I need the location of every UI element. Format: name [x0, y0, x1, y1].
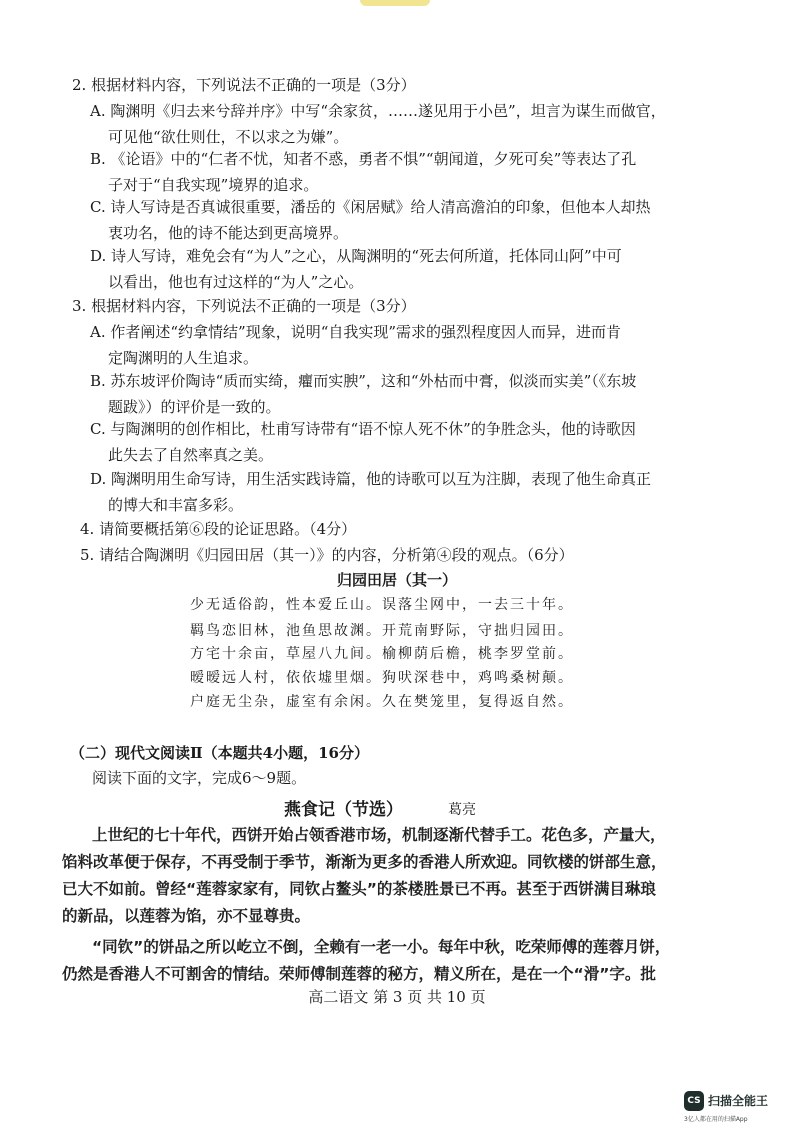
option-line: D. 陶渊明用生命写诗，用生活实践诗篇，他的诗歌可以互为注脚，表现了他生命真正 — [90, 470, 652, 488]
question-3-option-a — [90, 319, 710, 371]
question-3-stem: 3. 根据材料内容，下列说法不正确的一项是（3分） — [72, 297, 416, 315]
option-line: 的博大和丰富多彩。 — [108, 496, 244, 514]
top-edge-mark — [360, 0, 430, 6]
option-line: A. 作者阐述“约拿情结”现象，说明“自我实现”需求的强烈程度因人而异，进而肯 — [90, 323, 622, 341]
page-footer: 高二语文 第 3 页 共 10 页 — [308, 988, 486, 1006]
paragraph-line: 馅料改革便于保存，不再受制于季节，渐渐为更多的香港人所欢迎。同钦楼的饼部生意， — [62, 853, 667, 871]
question-3-option-b — [90, 368, 710, 420]
question-2-option-b — [90, 146, 710, 198]
paragraph-line: 的新品，以莲蓉为馅，亦不显尊贵。 — [62, 907, 311, 925]
article-title: 燕食记（节选） — [284, 800, 403, 820]
option-line: D. 诗人写诗，难免会有“为人”之心，从陶渊明的“死去何所道，托体同山阿”中可 — [90, 247, 622, 265]
paragraph-line: 已大不如前。曾经“莲蓉家家有，同钦占鳌头”的茶楼胜景已不再。甚至于西饼满目琳琅 — [62, 880, 656, 898]
paragraph-line: 上世纪的七十年代，西饼开始占领香港市场，机制逐渐代替手工。花色多，产量大， — [92, 826, 666, 844]
option-line: A. 陶渊明《归去来兮辞并序》中写“余家贫，……遂见用于小邑”，坦言为谋生而做官， — [90, 102, 666, 120]
section-instruction: 阅读下面的文字，完成6～9题。 — [92, 769, 307, 787]
option-line: 以看出，他也有过这样的“为人”之心。 — [108, 273, 364, 291]
article-paragraph-2 — [62, 934, 712, 988]
camscanner-logo-icon: CS — [684, 1091, 704, 1111]
poem-line: 户庭无尘杂，虚室有余闲。久在樊笼里，复得返自然。 — [190, 694, 574, 710]
poem-title: 归园田居（其一） — [336, 571, 457, 589]
camscanner-tagline: 3亿人都在用的扫描App — [684, 1116, 748, 1123]
question-2-stem: 2. 根据材料内容，下列说法不正确的一项是（3分） — [72, 76, 416, 94]
question-2-option-a — [90, 98, 710, 150]
option-line: 此失去了自然率真之美。 — [108, 446, 274, 464]
option-line: C. 诗人写诗是否真诚很重要，潘岳的《闲居赋》给人清高澹泊的印象，但他本人却热 — [90, 198, 651, 216]
option-line: 子对于“自我实现”境界的追求。 — [108, 176, 319, 194]
poem-line: 少无适俗韵，性本爱丘山。误落尘网中，一去三十年。 — [190, 597, 574, 613]
paragraph-line: “同钦”的饼品之所以屹立不倒，全赖有一老一小。每年中秋，吃荣师傅的莲蓉月饼， — [92, 938, 671, 956]
paragraph-line: 仍然是香港人不可割舍的情结。荣师傅制莲蓉的秘方，精义所在，是在一个“滑”字。批 — [62, 965, 656, 983]
option-line: B. 《论语》中的“仁者不忧，知者不惑，勇者不惧”“朝闻道，夕死可矣”等表达了孔 — [90, 150, 637, 168]
option-line: 衷功名，他的诗不能达到更高境界。 — [108, 224, 349, 242]
question-5: 5. 请结合陶渊明《归园田居（其一）》的内容，分析第④段的观点。（6分） — [80, 546, 574, 564]
option-line: B. 苏东坡评价陶诗“质而实绮，癯而实腴”，这和“外枯而中膏，似淡而实美”（《东坡 — [90, 372, 637, 390]
option-line: 题跋》）的评价是一致的。 — [108, 398, 281, 416]
section-heading: （二）现代文阅读Ⅱ（本题共4小题，16分） — [70, 744, 369, 762]
article-paragraph-1 — [62, 822, 712, 930]
poem-line: 暧暧远人村，依依墟里烟。狗吠深巷中，鸡鸣桑树颠。 — [190, 670, 574, 686]
poem-line: 方宅十余亩，草屋八九间。榆柳荫后檐，桃李罗堂前。 — [190, 646, 574, 662]
option-line: 定陶渊明的人生追求。 — [108, 349, 259, 367]
question-4: 4. 请简要概括第⑥段的论证思路。（4分） — [80, 520, 357, 538]
question-3-option-d — [90, 466, 710, 518]
question-3-option-c — [90, 416, 710, 468]
camscanner-app-name: 扫描全能王 — [708, 1094, 769, 1108]
question-2-option-c — [90, 194, 710, 246]
question-2-option-d — [90, 243, 710, 295]
option-line: 可见他“欲仕则仕，不以求之为嫌”。 — [108, 128, 349, 146]
option-line: C. 与陶渊明的创作相比，杜甫写诗带有“语不惊人死不休”的争胜念头，他的诗歌因 — [90, 420, 636, 438]
article-author: 葛亮 — [448, 802, 476, 818]
poem-line: 羁鸟恋旧林，池鱼思故渊。开荒南野际，守拙归园田。 — [190, 623, 574, 639]
